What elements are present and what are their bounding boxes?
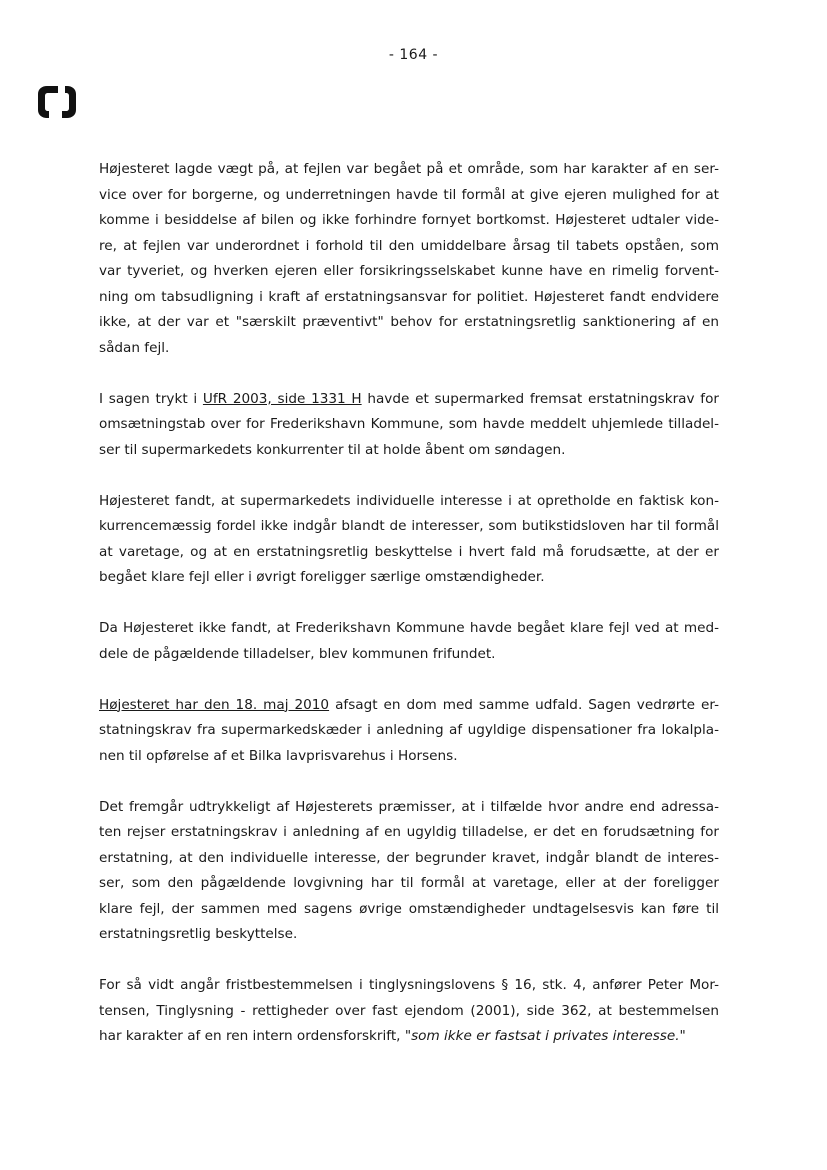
page-number: - 164 -: [388, 47, 439, 63]
italic-quote: "som ikke er fastsat i privates interesse.": [404, 1028, 686, 1044]
text-line: dele de pågældende tilladelser, blev kommunen frifundet.: [99, 645, 496, 662]
text-line: kurrencemæssig fordel ikke indgår blandt de interesser, som butikstidsloven har til formål: [99, 518, 719, 534]
paragraph-6: [99, 795, 719, 948]
text-line: komme i besiddelse af bilen og ikke forhindre fornyet bortkomst. Højesteret udtaler vide-: [99, 212, 719, 228]
publisher-logo-icon: [36, 84, 78, 120]
paragraph-5: [99, 693, 719, 770]
text-line: omsætningstab over for Frederikshavn Kommune, som havde meddelt uhjemlede tilladel-: [99, 416, 719, 432]
text-line: For så vidt angår fristbestemmelsen i tinglysningslovens § 16, stk. 4, anfører Peter Mor-: [99, 977, 719, 993]
text-line: [99, 1024, 719, 1050]
text-line: sådan fejl.: [99, 339, 170, 356]
text-line: nen til opførelse af et Bilka lavprisvarehus i Horsens.: [99, 747, 458, 764]
text-run: I sagen trykt i: [99, 390, 203, 407]
text-run: har karakter af en ren intern ordensforskrift,: [99, 1028, 405, 1044]
paragraph-2: [99, 387, 719, 464]
text-line: erstatning, at den individuelle interesse, der begrunder kravet, indgår blandt de interes-: [99, 849, 719, 866]
text-line: ser, som den pågældende lovgivning har til formål at varetage, eller at der foreligger: [99, 875, 719, 891]
paragraph-3: [99, 489, 719, 591]
text-line: vice over for borgerne, og underretningen havde til formål at give ejeren mulighed for at: [99, 186, 719, 203]
text-run: havde et supermarked fremsat erstatningskrav for: [361, 390, 719, 407]
text-line: ser til supermarkedets konkurrenter til at holde åbent om søndagen.: [99, 441, 566, 458]
text-line: [99, 693, 719, 719]
text-line: at varetage, og at en erstatningsretlig beskyttelse i hvert fald må forudsætte, at der er: [99, 543, 719, 560]
document-body: [99, 157, 719, 1075]
text-line: re, at fejlen var underordnet i forhold til den umiddelbare årsag til tabets opståen, som: [99, 237, 719, 254]
text-line: ten rejser erstatningskrav i anledning af en ugyldig tilladelse, er det en forudsætning for: [99, 824, 719, 840]
text-line: Højesteret fandt, at supermarkedets individuelle interesse i at opretholde en faktisk kon-: [99, 492, 719, 509]
judgment-reference-link[interactable]: Højesteret har den 18. maj 2010: [99, 696, 330, 713]
paragraph-7: [99, 973, 719, 1050]
text-line: [99, 387, 719, 413]
text-line: Højesteret lagde vægt på, at fejlen var begået på et område, som har karakter af en ser-: [99, 161, 719, 177]
text-line: begået klare fejl eller i øvrigt foreligger særlige omstændigheder.: [99, 569, 545, 585]
text-line: tensen, Tinglysning - rettigheder over fast ejendom (2001), side 362, at bestemmelsen: [99, 1002, 719, 1019]
text-line: erstatningsretlig beskyttelse.: [99, 926, 298, 942]
text-line: Da Højesteret ikke fandt, at Frederikshavn Kommune havde begået klare fejl ved at med-: [99, 620, 719, 636]
text-run: afsagt en dom med samme udfald. Sagen vedrørte er-: [329, 696, 720, 713]
paragraph-4: [99, 616, 719, 667]
text-line: klare fejl, der sammen med sagens øvrige omstændigheder undtagelsesvis kan føre til: [99, 900, 719, 917]
text-line: var tyveriet, og hverken ejeren eller forsikringsselskabet kunne have en rimelig forvent-: [99, 263, 719, 279]
case-reference-link[interactable]: UfR 2003, side 1331 H: [202, 390, 362, 407]
paragraph-1: [99, 157, 719, 361]
text-line: statningskrav fra supermarkedskæder i anledning af ugyldige dispensationer fra lokalpla-: [99, 722, 719, 738]
text-line: ikke, at der var et "særskilt præventivt" behov for erstatningsretlig sanktionering af en: [99, 314, 719, 330]
text-line: Det fremgår udtrykkeligt af Højesterets præmisser, at i tilfælde hvor andre end adressa-: [99, 798, 719, 815]
text-line: ning om tabsudligning i kraft af erstatningsansvar for politiet. Højesteret fandt endvidere: [99, 288, 719, 305]
